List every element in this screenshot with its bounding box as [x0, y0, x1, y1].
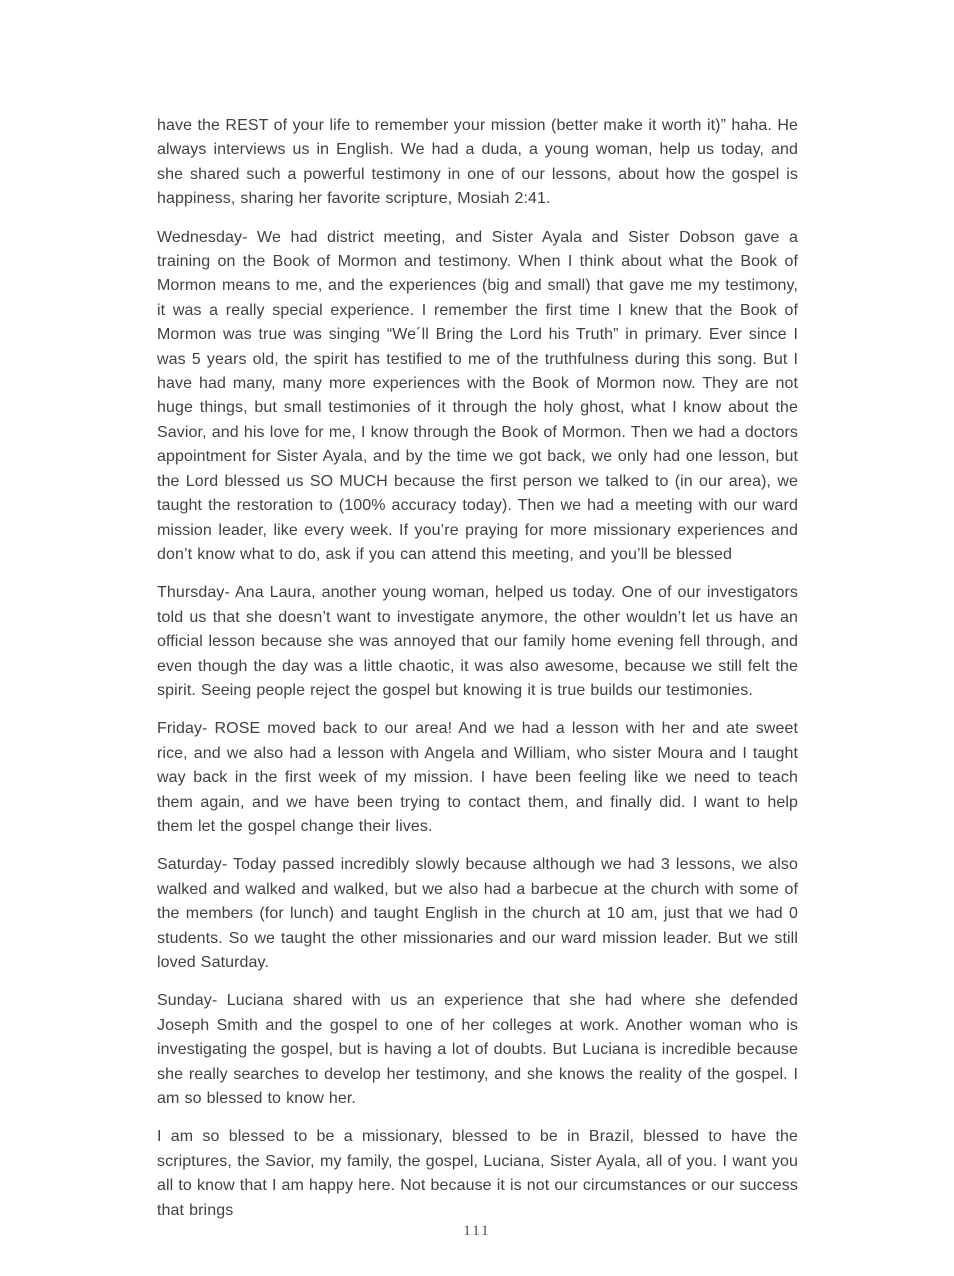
- paragraph: Friday- ROSE moved back to our area! And we had a lesson with her and ate sweet rice, and we also had a lesson with Angela and William, who sister Moura and I taught way back in the first week of my mission. I have been feeling like we need to teach them again, and we have been trying to contact them, and finally did. I want to help them let the gospel change their lives.: [157, 720, 798, 835]
- paragraph: Thursday- Ana Laura, another young woman, helped us today. One of our investigators told us that she doesn’t want to investigate anymore, the other wouldn’t let us have an official lesson because she was annoyed that our family home evening fell through, and even though the day was a little chaotic, it was also awesome, because we still felt the spirit. Seeing people reject the gospel but knowing it is true builds our testimonies.: [157, 584, 798, 699]
- paragraph: Saturday- Today passed incredibly slowly because although we had 3 lessons, we also walked and walked and walked, but we also had a barbecue at the church with some of the members (for lunch) and taught English in the church at 10 am, just that we had 0 students. So we taught the other missionaries and our ward mission leader. But we still loved Saturday.: [157, 856, 798, 971]
- page-number: 111: [463, 1223, 491, 1239]
- paragraph: Wednesday- We had district meeting, and Sister Ayala and Sister Dobson gave a training on the Book of Mormon and testimony. When I think about what the Book of Mormon means to me, and the experiences (big and small) that gave me my testimony, it was a really special experience. I remember the first time I knew that the Book of Mormon was true was singing “We´ll Bring the Lord his Truth” in primary. Ever since I was 5 years old, the spirit has testified to me of the truthfulness during this song. But I have had many, many more experiences with the Book of Mormon now. They are not huge things, but small testimonies of it through the holy ghost, what I know about the Savior, and his love for me, I know through the Book of Mormon. Then we had a doctors appointment for Sister Ayala, and by the time we got back, we only had one lesson, but the Lord blessed us SO MUCH because the first person we talked to (in our area), we taught the restoration to (100% accuracy today). Then we had a meeting with our ward mission leader, like every week. If you’re praying for more missionary experiences and don’t know what to do, ask if you can attend this meeting, and you’ll be blessed: [157, 228, 798, 563]
- paragraph: Sunday- Luciana shared with us an experience that she had where she defended Joseph Smith and the gospel to one of her colleges at work. Another woman who is investigating the gospel, but is having a lot of doubts. But Luciana is incredible because she really searches to develop her testimony, and she knows the reality of the gospel. I am so blessed to know her.: [157, 992, 798, 1108]
- page-body-text: [157, 114, 798, 1237]
- paragraph: I am so blessed to be a missionary, blessed to be in Brazil, blessed to have the scriptures, the Savior, my family, the gospel, Luciana, Sister Ayala, all of you. I want you all to know that I am happy here. Not because it is not our circumstances or our success that brings: [157, 1128, 798, 1219]
- paragraph: have the REST of your life to remember your mission (better make it worth it)” haha. He always interviews us in English. We had a duda, a young woman, help us today, and she shared such a powerful testimony in one of our lessons, about how the gospel is happiness, sharing her favorite scripture, Mosiah 2:41.: [157, 117, 798, 208]
